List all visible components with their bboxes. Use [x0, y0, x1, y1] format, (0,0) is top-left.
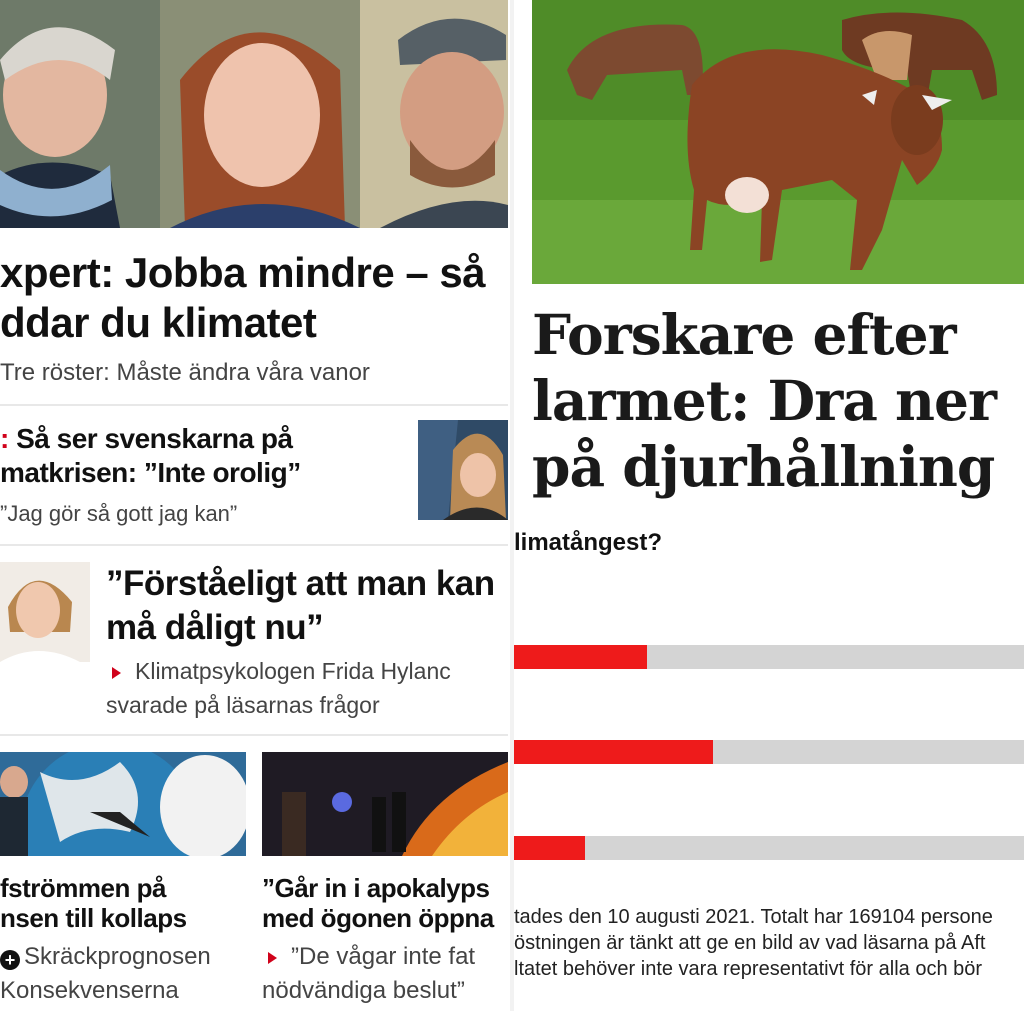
poll-result-bar-3	[514, 836, 1024, 860]
story2-thumbnail[interactable]	[418, 420, 508, 520]
divider	[0, 544, 508, 546]
story5-thumbnail[interactable]	[262, 752, 508, 856]
play-triangle-icon	[268, 952, 277, 964]
story4-subline-text: Skräckprognosen	[24, 943, 211, 970]
left-news-feed	[0, 0, 510, 1011]
article-headline-line3: på djurhållning	[532, 434, 995, 499]
story5-subline-line2: nödvändiga beslut”	[262, 977, 465, 1004]
top-story-headline-line2[interactable]: ddar du klimatet	[0, 299, 317, 346]
wildfire-image	[262, 752, 508, 856]
article-headline-line2: larmet: Dra ner	[532, 368, 996, 433]
story5-headline-line2[interactable]: med ögonen öppna	[262, 903, 494, 933]
poll-question: limatångest?	[514, 529, 663, 556]
poll-result-fill-1	[514, 645, 647, 669]
portrait-trio-image	[0, 0, 508, 228]
article-headline-line1: Forskare efter	[532, 302, 956, 367]
poll-result-fill-3	[514, 836, 585, 860]
earth-penguin-image	[0, 752, 246, 856]
story4-thumbnail[interactable]	[0, 752, 246, 856]
right-article	[514, 0, 1024, 1011]
play-triangle-icon	[112, 667, 121, 679]
top-story-photo[interactable]	[0, 0, 508, 228]
poll-note-line2: östningen är tänkt att ge en bild av vad läsarna på Aft	[514, 932, 986, 954]
psychologist-portrait-image	[0, 562, 90, 662]
story4-subline-line1	[0, 942, 246, 972]
poll-result-fill-2	[514, 740, 713, 764]
woman-portrait-image	[418, 420, 508, 520]
story4-headline-line2[interactable]: nsen till kollaps	[0, 903, 187, 933]
story5-subline-text: ”De vågar inte fat	[291, 943, 476, 970]
article-hero-photo[interactable]	[532, 0, 1024, 284]
story2-subline: ”Jag gör så gott jag kan”	[0, 501, 238, 526]
plus-circle-icon: +	[0, 950, 20, 970]
story3-thumbnail[interactable]	[0, 562, 90, 662]
story2-headline-line1[interactable]	[0, 422, 410, 456]
story3-subline-text: Klimatpsykologen Frida Hylanc	[135, 658, 451, 684]
story5-subline-line1	[268, 942, 508, 972]
story3-headline-line2[interactable]: må dåligt nu”	[106, 608, 324, 647]
story3-headline-line1[interactable]: ”Förståeligt att man kan	[106, 564, 495, 603]
poll-result-bar-1	[514, 645, 1024, 669]
story2-kicker: :	[0, 423, 9, 454]
story4-subline-line2: Konsekvenserna	[0, 977, 179, 1004]
story2-headline-line2[interactable]: matkrisen: ”Inte orolig”	[0, 457, 301, 488]
divider	[0, 734, 508, 736]
story5-headline-line1[interactable]: ”Går in i apokalyps	[262, 873, 490, 903]
poll-note-line1: tades den 10 augusti 2021. Totalt har 169104 persone	[514, 906, 993, 928]
poll-note-line3: ltatet behöver inte vara representativt för alla och bör	[514, 958, 983, 980]
story4-headline-line1[interactable]: fströmmen på	[0, 873, 166, 903]
top-story-headline-line1[interactable]: xpert: Jobba mindre – så	[0, 249, 486, 296]
divider	[0, 404, 508, 406]
poll-result-bar-2	[514, 740, 1024, 764]
top-story-subline: Tre röster: Måste ändra våra vanor	[0, 359, 370, 386]
story3-subline-line1	[112, 656, 510, 686]
story2-headline-text: Så ser svenskarna på	[16, 423, 293, 454]
grazing-cows-image	[532, 0, 1024, 284]
story3-subline-line2: svarade på läsarnas frågor	[106, 692, 380, 718]
